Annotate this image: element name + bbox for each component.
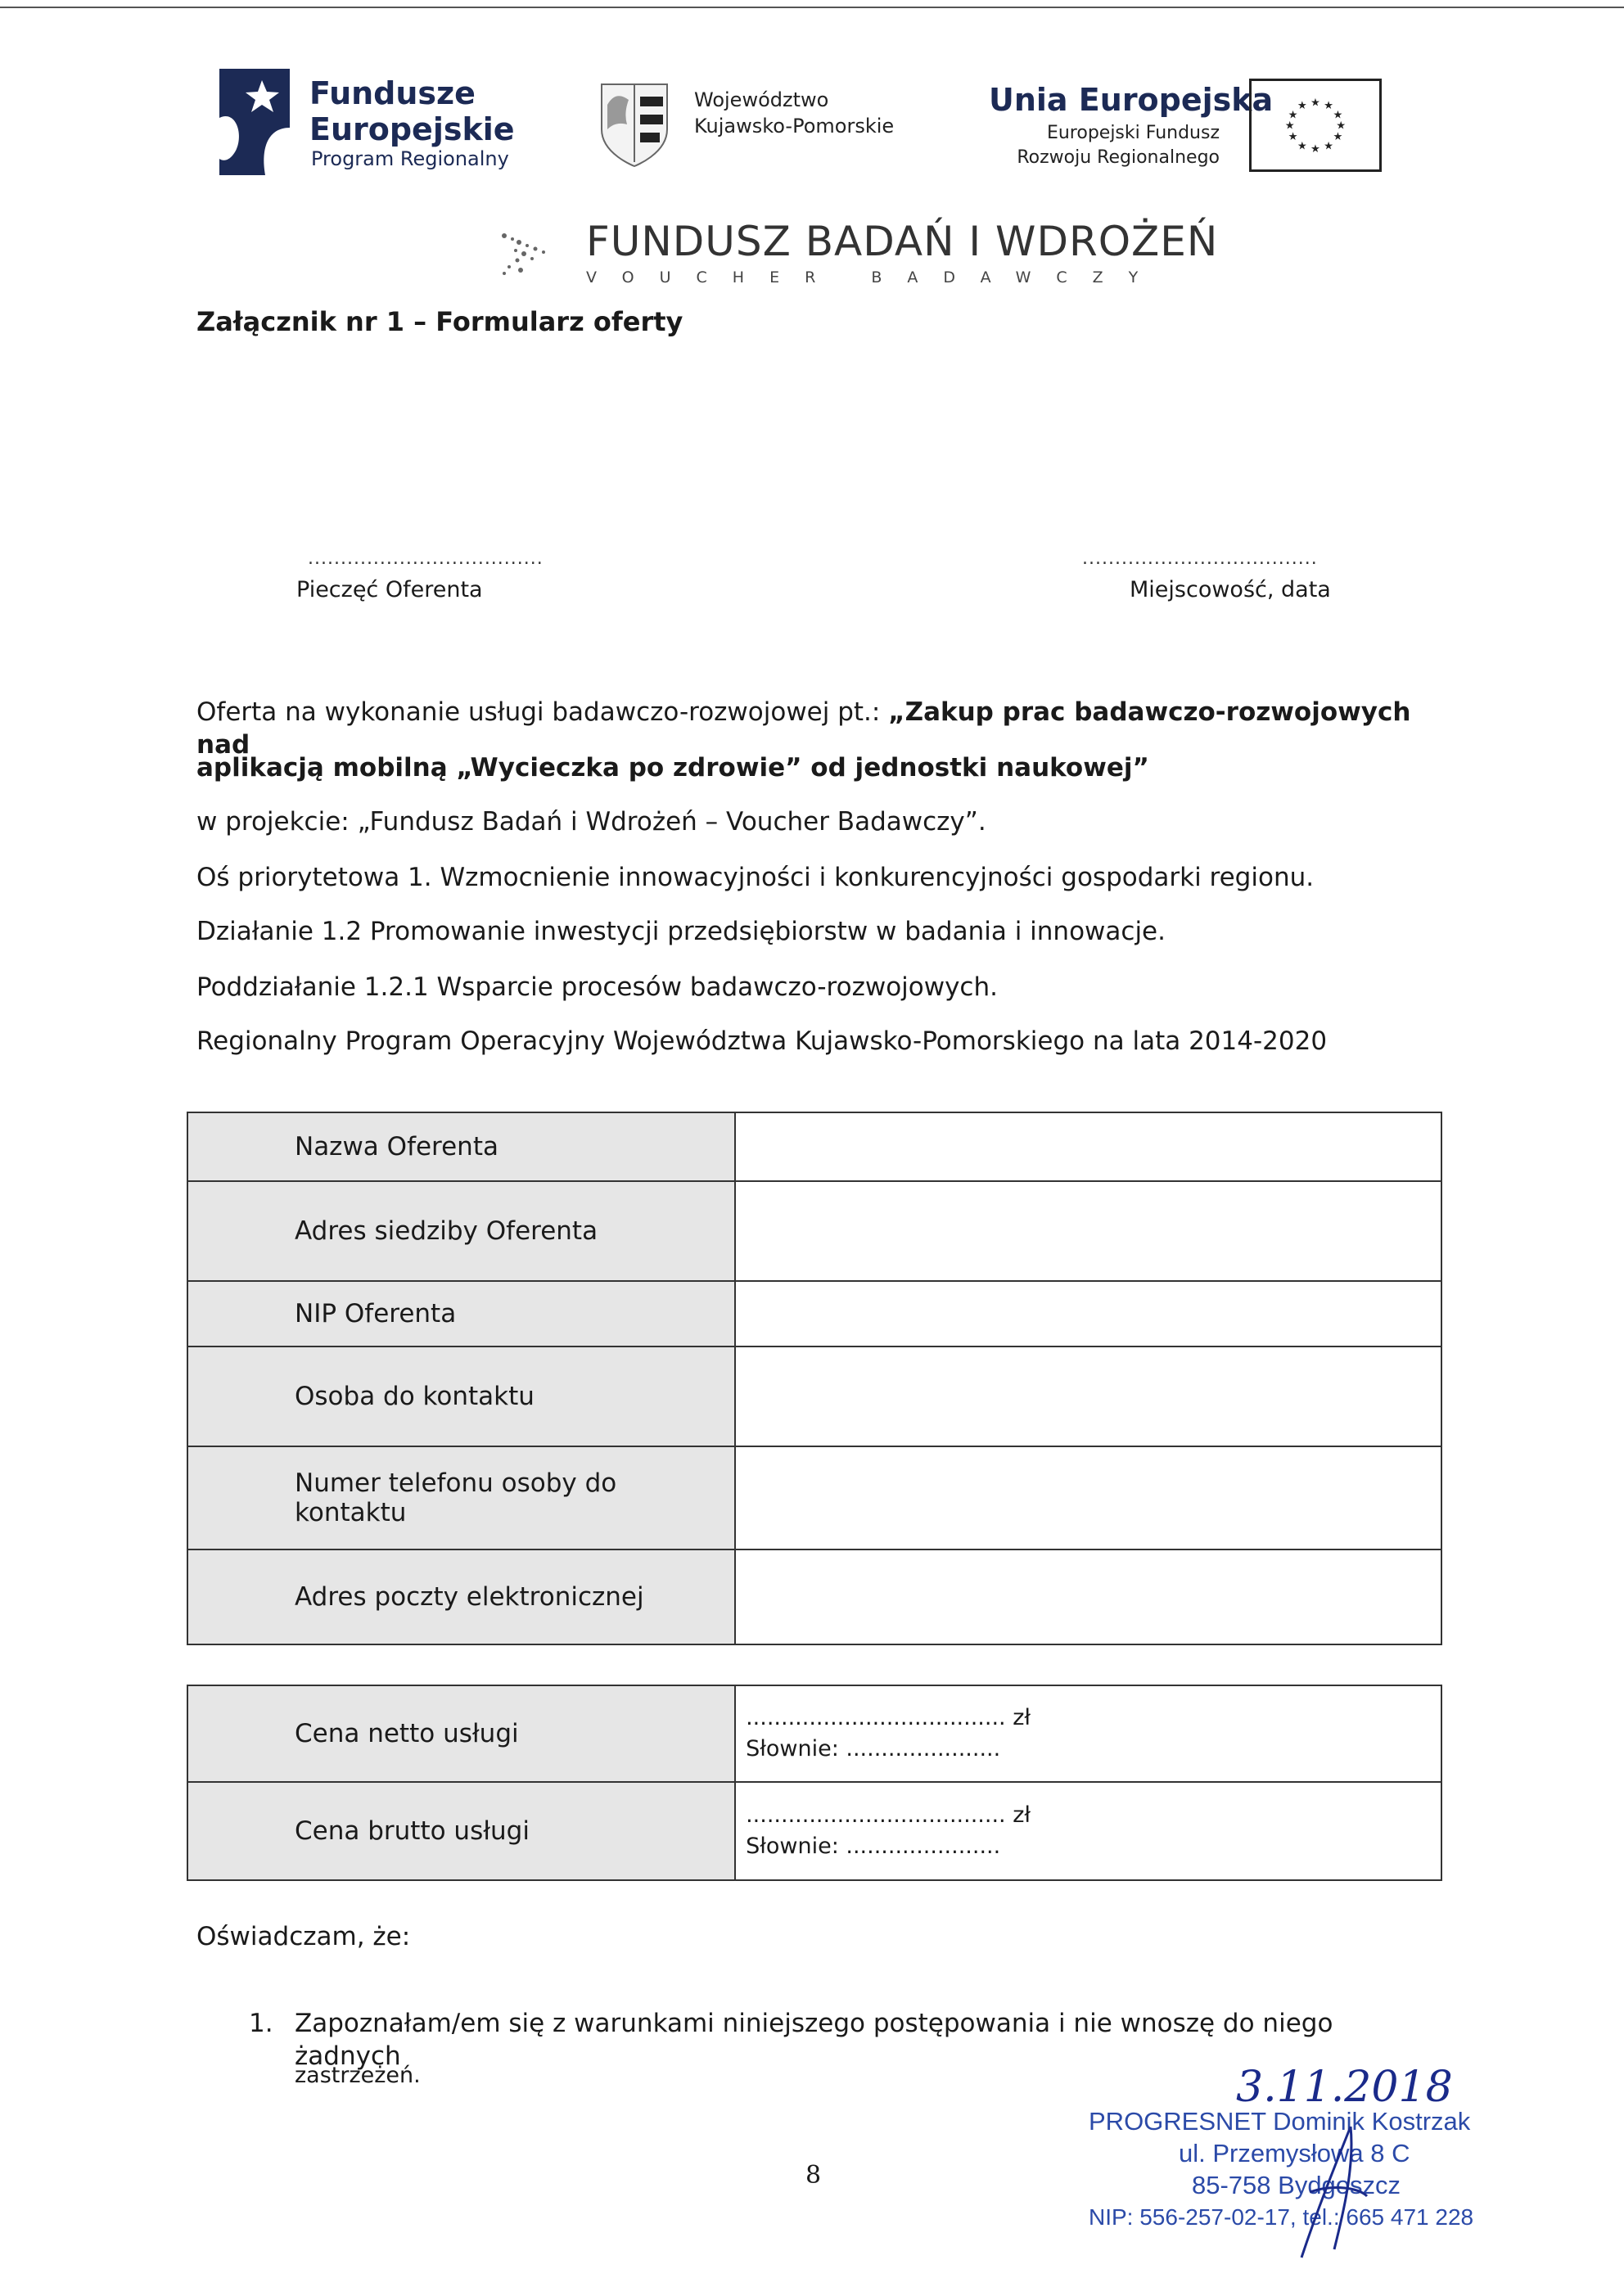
table-row [187, 1549, 1441, 1644]
eu-subtitle [982, 121, 1220, 170]
handwritten-signature-icon [1285, 2118, 1375, 2266]
stamp-line1: PROGRESNET Dominik Kostrzak [1089, 2107, 1471, 2136]
offer-line-subaction: Poddziałanie 1.2.1 Wsparcie procesów badawczo-rozwojowych. [196, 972, 998, 1002]
stamp-dotted-line: .................................... [308, 548, 544, 569]
declaration-item-number: 1. [249, 2009, 273, 2038]
svg-text:★: ★ [1288, 131, 1298, 143]
voivodeship-crest-icon [598, 80, 671, 170]
contact-phone-field[interactable] [735, 1446, 1441, 1549]
offer-intro: Oferta na wykonanie usługi badawczo-rozwojowej pt.: [196, 697, 889, 727]
offer-line-priority: Oś priorytetowa 1. Wzmocnienie innowacyjności i konkurencyjności gospodarki regionu. [196, 863, 1315, 892]
row-label: Cena brutto usługi [295, 1816, 530, 1846]
offer-title-line1: „Zakup prac badawczo-rozwojowych nad [196, 697, 1411, 760]
fe-subtitle: Program Regionalny [311, 147, 509, 170]
stamp-label: Pieczęć Oferenta [296, 577, 483, 602]
net-price-field[interactable] [735, 1685, 1441, 1782]
program-dots-logo-icon [499, 231, 552, 277]
svg-text:★: ★ [1310, 97, 1320, 110]
row-label: Numer telefonu osoby do kontaktu [295, 1468, 617, 1527]
net-price-amount: ..................................... zł [746, 1705, 1031, 1730]
top-border-line [0, 7, 1624, 8]
svg-text:★: ★ [1333, 109, 1343, 122]
row-label: NIP Oferenta [295, 1299, 457, 1328]
table-label-cell [187, 1281, 735, 1346]
handwritten-date: 3.11.2018 [1236, 2063, 1453, 2112]
table-label-cell [187, 1446, 735, 1549]
woj-line1: Województwo [694, 88, 829, 111]
row-label: Cena netto usługi [295, 1719, 519, 1748]
svg-text:★: ★ [1324, 140, 1334, 153]
gross-price-field[interactable] [735, 1782, 1441, 1880]
table-label-cell [187, 1346, 735, 1446]
eu-flag-icon [1249, 79, 1382, 172]
declaration-heading: Oświadczam, że: [196, 1922, 411, 1951]
table-label-cell [187, 1549, 735, 1644]
bidder-nip-field[interactable] [735, 1281, 1441, 1346]
table-row [187, 1685, 1441, 1782]
offer-line-program: Regionalny Program Operacyjny Województwa Kujawsko-Pomorskiego na lata 2014-2020 [196, 1026, 1328, 1056]
declaration-item1-line2: zastrzeżeń. [295, 2063, 421, 2088]
attachment-title: Załącznik nr 1 – Formularz oferty [196, 306, 683, 337]
place-date-label: Miejscowość, data [1130, 577, 1331, 602]
contact-person-field[interactable] [735, 1346, 1441, 1446]
table-row [187, 1446, 1441, 1549]
program-title: FUNDUSZ BADAŃ I WDROŻEŃ [586, 218, 1219, 265]
table-label-cell [187, 1181, 735, 1281]
offer-title-line2: aplikacją mobilną „Wycieczka po zdrowie” od jednostki naukowej” [196, 753, 1149, 783]
stamp-line3: 85-758 Bydgoszcz [1192, 2171, 1401, 2199]
fe-title-line1: Fundusze [309, 75, 476, 111]
eu-sub-line1: Europejski Fundusz [1046, 123, 1220, 143]
fundusze-europejskie-logo-icon [219, 69, 290, 175]
declaration-item1-line1: Zapoznałam/em się z warunkami niniejszego postępowania i nie wnoszę do niego żadnych [295, 2009, 1333, 2071]
offer-line-project: w projekcie: „Fundusz Badań i Wdrożeń – Voucher Badawczy”. [196, 807, 986, 837]
woj-line2: Kujawsko-Pomorskie [694, 115, 895, 138]
row-label: Adres poczty elektronicznej [295, 1582, 644, 1612]
net-price-words: Słownie: ...................... [746, 1736, 1001, 1761]
table-label-cell [187, 1112, 735, 1181]
table-row [187, 1112, 1441, 1181]
fe-title-line2: Europejskie [309, 111, 515, 147]
svg-text:★: ★ [1284, 120, 1295, 133]
table-row [187, 1181, 1441, 1281]
stamp-line4: NIP: 556-257-02-17, tel.: 665 471 228 [1089, 2204, 1474, 2230]
email-field[interactable] [735, 1549, 1441, 1644]
table-label-cell [187, 1782, 735, 1880]
svg-text:★: ★ [1310, 143, 1320, 156]
svg-text:★: ★ [1333, 131, 1343, 143]
row-label: Osoba do kontaktu [295, 1382, 535, 1411]
row-label: Adres siedziby Oferenta [295, 1216, 598, 1246]
svg-text:★: ★ [1288, 109, 1298, 122]
gross-price-amount: ..................................... zł [746, 1802, 1031, 1828]
row-label: Nazwa Oferenta [295, 1132, 498, 1162]
svg-text:★: ★ [1297, 140, 1307, 153]
eu-sub-line2: Rozwoju Regionalnego [1017, 147, 1220, 168]
eu-title: Unia Europejska [989, 82, 1274, 118]
table-row [187, 1281, 1441, 1346]
voivodeship-name [694, 87, 894, 139]
gross-price-words: Słownie: ...................... [746, 1834, 1001, 1859]
svg-text:★: ★ [1324, 100, 1334, 113]
fe-title [309, 75, 515, 147]
table-label-cell [187, 1685, 735, 1782]
table-row [187, 1782, 1441, 1880]
bidder-name-field[interactable] [735, 1112, 1441, 1181]
offer-line-action: Działanie 1.2 Promowanie inwestycji przedsiębiorstw w badania i innowacje. [196, 917, 1166, 946]
place-date-dotted-line: .................................... [1082, 548, 1318, 569]
stamp-line2: ul. Przemysłowa 8 C [1179, 2139, 1410, 2167]
svg-text:★: ★ [1336, 120, 1347, 133]
page-number: 8 [805, 2161, 822, 2190]
bidder-address-field[interactable] [735, 1181, 1441, 1281]
svg-text:★: ★ [1297, 100, 1307, 113]
table-row [187, 1346, 1441, 1446]
price-table [187, 1685, 1442, 1881]
program-subtitle: VOUCHER BADAWCZY [586, 268, 1164, 286]
company-stamp [1089, 2105, 1473, 2233]
bidder-info-table [187, 1112, 1442, 1645]
